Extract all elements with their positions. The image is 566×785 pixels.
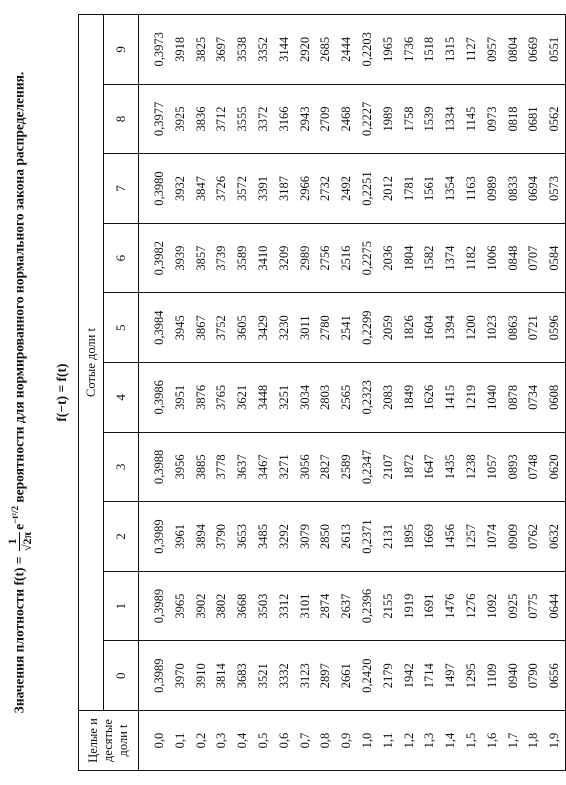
value-column — [139, 641, 566, 711]
value-column — [139, 293, 566, 363]
table-cell: 0,3989 — [152, 588, 166, 624]
table-cell: 3825 — [193, 36, 208, 62]
density-table — [78, 14, 566, 771]
table-cell: 3857 — [193, 245, 208, 271]
column-header: 1 — [104, 571, 139, 641]
value-column — [139, 223, 566, 293]
table-cell: 0694 — [526, 176, 541, 202]
row-label: 0,0 — [152, 732, 166, 749]
table-cell: 0,3988 — [152, 449, 166, 485]
value-column — [139, 15, 566, 85]
title-prefix: Значения плотности — [11, 588, 27, 714]
table-cell: 0,3989 — [152, 658, 166, 693]
row-label: 0,1 — [172, 732, 187, 749]
table-cell: 1200 — [463, 315, 478, 341]
table-cell: 2732 — [318, 176, 333, 202]
table-cell: 3589 — [235, 245, 250, 271]
table-cell: 1669 — [422, 524, 437, 550]
table-cell: 1182 — [463, 245, 478, 271]
table-cell: 3894 — [193, 524, 208, 550]
table-cell: 0,3989 — [152, 519, 166, 554]
table-cell: 0,3986 — [152, 380, 166, 415]
table-cell: 1582 — [422, 245, 437, 271]
table-cell: 3637 — [235, 454, 250, 480]
table-body-row — [139, 15, 566, 771]
table-cell: 0681 — [526, 106, 541, 132]
stub-header — [79, 711, 139, 771]
symmetry-formula: f(−t) = f(t) — [54, 363, 69, 422]
row-label: 1,0 — [359, 732, 374, 749]
table-cell: 1040 — [484, 384, 499, 410]
table-cell: 0,2227 — [359, 101, 374, 137]
value-column — [139, 502, 566, 572]
table-cell: 3814 — [214, 663, 229, 689]
table-cell: 0669 — [526, 36, 541, 62]
column-header: 5 — [104, 293, 139, 363]
table-cell: 0893 — [505, 454, 520, 480]
column-header: 7 — [104, 154, 139, 224]
table-cell: 2468 — [339, 106, 354, 132]
table-cell: 2179 — [380, 663, 395, 689]
table-cell: 2850 — [318, 524, 333, 550]
table-cell: 2943 — [297, 106, 312, 132]
table-cell: 1092 — [484, 593, 499, 619]
table-cell: 2613 — [339, 524, 354, 550]
table-cell: 3209 — [276, 245, 291, 271]
table-cell: 1942 — [401, 663, 416, 689]
table-cell: 1691 — [422, 593, 437, 619]
table-cell: 3790 — [214, 524, 229, 550]
row-label: 1,7 — [505, 732, 520, 749]
row-label: 0,3 — [214, 732, 229, 749]
title-fx: f(t) = — [11, 556, 27, 586]
table-cell: 1315 — [443, 36, 458, 62]
table-cell: 2966 — [297, 176, 312, 202]
row-label: 0,4 — [235, 732, 250, 749]
row-label: 1,6 — [484, 732, 499, 749]
table-cell: 3726 — [214, 176, 229, 202]
table-cell: 1415 — [443, 384, 458, 410]
table-cell: 3765 — [214, 384, 229, 410]
table-cell: 1518 — [422, 36, 437, 62]
table-cell: 3144 — [276, 36, 291, 62]
table-cell: 0957 — [484, 36, 499, 62]
row-label: 0,7 — [297, 732, 312, 749]
table-cell: 3187 — [276, 176, 291, 202]
table-cell: 1374 — [443, 245, 458, 271]
table-cell: 2780 — [318, 315, 333, 341]
table-cell: 0863 — [505, 315, 520, 341]
row-label: 1,3 — [422, 732, 437, 749]
table-cell: 3653 — [235, 524, 250, 550]
table-cell: 0848 — [505, 245, 520, 271]
table-cell: 1804 — [401, 245, 416, 271]
table-cell: 2492 — [339, 176, 354, 202]
table-cell: 3372 — [255, 106, 270, 132]
table-cell: 3429 — [255, 315, 270, 341]
table-cell: 1497 — [443, 663, 458, 689]
table-cell: 1989 — [380, 106, 395, 132]
table-cell: 0,3982 — [152, 240, 166, 276]
stub-column — [139, 711, 566, 771]
value-column — [139, 432, 566, 502]
table-cell: 0818 — [505, 106, 520, 132]
column-header: 6 — [104, 223, 139, 293]
column-header: 2 — [104, 502, 139, 572]
table-cell: 1219 — [463, 384, 478, 410]
table-cell: 0620 — [547, 454, 562, 480]
table-cell: 1736 — [401, 36, 416, 62]
table-cell: 3965 — [172, 593, 187, 619]
table-cell: 0707 — [526, 245, 541, 271]
table-cell: 2155 — [380, 593, 395, 619]
table-cell: 0,2299 — [359, 310, 374, 345]
table-cell: 0,3984 — [152, 310, 166, 345]
stub-header-line: доли t — [116, 724, 130, 757]
table-cell: 2709 — [318, 106, 333, 132]
fraction-denominator: √2π — [20, 531, 35, 552]
table-cell: 0775 — [526, 593, 541, 619]
table-cell: 3521 — [255, 663, 270, 689]
table-cell: 1476 — [443, 593, 458, 619]
table-cell: 2920 — [297, 36, 312, 62]
table-cell: 1919 — [401, 593, 416, 619]
table-cell: 2012 — [380, 176, 395, 202]
table-cell: 3555 — [235, 106, 250, 132]
column-header: 3 — [104, 432, 139, 502]
table-cell: 2589 — [339, 454, 354, 480]
table-cell: 1826 — [401, 315, 416, 341]
table-cell: 0,2347 — [359, 449, 374, 485]
table-cell: 2874 — [318, 593, 333, 619]
table-cell: 0,2420 — [359, 658, 374, 693]
table-cell: 1163 — [463, 176, 478, 201]
table-cell: 1109 — [484, 663, 499, 688]
fraction-numerator: 1 — [6, 532, 20, 551]
table-cell: 1435 — [443, 454, 458, 480]
table-cell: 1781 — [401, 176, 416, 202]
table-cell: 3802 — [214, 593, 229, 619]
table-cell: 3939 — [172, 245, 187, 271]
table-cell: 3836 — [193, 106, 208, 132]
title-suffix: вероятности для нормированного нормального закона распределения. — [11, 71, 27, 503]
table-cell: 0989 — [484, 176, 499, 202]
table-cell: 3910 — [193, 663, 208, 689]
table-cell: 3876 — [193, 384, 208, 410]
table-cell: 0,2251 — [359, 171, 374, 206]
table-cell: 0878 — [505, 384, 520, 410]
table-cell: 3332 — [276, 663, 291, 689]
table-cell: 3621 — [235, 384, 250, 410]
value-column — [139, 84, 566, 154]
table-cell: 3538 — [235, 36, 250, 62]
table-cell: 1849 — [401, 384, 416, 410]
table-cell: 1895 — [401, 524, 416, 550]
table-cell: 2637 — [339, 593, 354, 619]
column-header-row — [104, 15, 139, 771]
table-cell: 0721 — [526, 315, 541, 341]
table-cell: 3079 — [297, 524, 312, 550]
stub-header-line: Целые и — [86, 718, 100, 763]
table-cell: 1394 — [443, 315, 458, 341]
table-cell: 1714 — [422, 663, 437, 689]
value-column — [139, 571, 566, 641]
table-cell: 2827 — [318, 454, 333, 480]
table-cell: 3712 — [214, 106, 229, 132]
table-cell: 0596 — [547, 315, 562, 341]
table-cell: 1276 — [463, 593, 478, 619]
table-cell: 3925 — [172, 106, 187, 132]
table-cell: 3485 — [255, 524, 270, 550]
row-label: 0,2 — [193, 732, 208, 749]
table-cell: 0734 — [526, 384, 541, 410]
table-cell: 1354 — [443, 176, 458, 202]
row-label: 1,1 — [380, 732, 395, 749]
table-cell: 3230 — [276, 315, 291, 341]
table-cell: 3932 — [172, 176, 187, 202]
table-cell: 0584 — [547, 245, 562, 271]
table-cell: 0573 — [547, 176, 562, 202]
table-cell: 3918 — [172, 36, 187, 62]
stub-header-line: десятые — [101, 719, 115, 762]
table-cell: 0804 — [505, 36, 520, 62]
table-cell: 3011 — [297, 315, 312, 341]
row-label: 0,8 — [318, 732, 333, 749]
table-cell: 1257 — [463, 524, 478, 550]
table-cell: 1295 — [463, 663, 478, 689]
table-cell: 1626 — [422, 384, 437, 410]
value-column — [139, 363, 566, 433]
table-cell: 1539 — [422, 106, 437, 132]
table-cell: 3885 — [193, 454, 208, 480]
row-label: 1,5 — [463, 732, 478, 749]
table-cell: 3739 — [214, 245, 229, 271]
table-cell: 2756 — [318, 245, 333, 271]
table-cell: 3503 — [255, 593, 270, 619]
row-label: 0,5 — [255, 732, 270, 749]
table-cell: 3683 — [235, 663, 250, 689]
exp-base: e — [11, 523, 27, 530]
table-cell: 0,3980 — [152, 171, 166, 206]
table-cell: 3410 — [255, 245, 270, 271]
table-cell: 2083 — [380, 384, 395, 410]
table-cell: 1456 — [443, 524, 458, 550]
table-cell: 0,2396 — [359, 588, 374, 624]
table-cell: 2107 — [380, 454, 395, 480]
table-cell: 1561 — [422, 176, 437, 202]
table-cell: 0,2203 — [359, 32, 374, 67]
table-cell: 3752 — [214, 315, 229, 341]
table-cell: 2444 — [339, 36, 354, 62]
table-cell: 1334 — [443, 106, 458, 132]
table-cell: 0925 — [505, 593, 520, 619]
table-cell: 2516 — [339, 245, 354, 271]
table-cell: 3251 — [276, 384, 291, 410]
table-cell: 0790 — [526, 663, 541, 689]
page-title — [6, 14, 34, 771]
table-cell: 0644 — [547, 593, 562, 619]
table-cell: 3034 — [297, 384, 312, 410]
table-cell: 0632 — [547, 524, 562, 550]
table-cell: 1074 — [484, 524, 499, 550]
table-cell: 3292 — [276, 524, 291, 550]
table-cell: 3056 — [297, 454, 312, 480]
table-cell: 3467 — [255, 454, 270, 480]
table-cell: 3961 — [172, 524, 187, 550]
table-cell: 1127 — [463, 37, 478, 62]
table-cell: 3605 — [235, 315, 250, 341]
table-cell: 2989 — [297, 245, 312, 271]
table-cell: 0973 — [484, 106, 499, 132]
table-cell: 0562 — [547, 106, 562, 132]
table-cell: 2059 — [380, 315, 395, 341]
table-cell: 3312 — [276, 593, 291, 619]
table-cell: 0656 — [547, 663, 562, 689]
table-cell: 0940 — [505, 663, 520, 689]
table-cell: 3448 — [255, 384, 270, 410]
table-cell: 0,2323 — [359, 380, 374, 415]
table-cell: 3970 — [172, 663, 187, 689]
table-cell: 1145 — [463, 106, 478, 132]
group-header: Сотые доли t — [79, 15, 104, 711]
table-cell: 3572 — [235, 176, 250, 202]
table-cell: 3847 — [193, 176, 208, 202]
table-cell: 0748 — [526, 454, 541, 480]
table-cell: 1023 — [484, 315, 499, 341]
row-label: 0,6 — [276, 732, 291, 749]
table-cell: 2897 — [318, 663, 333, 689]
table-cell: 1758 — [401, 106, 416, 132]
table-cell: 3778 — [214, 454, 229, 480]
table-cell: 3951 — [172, 384, 187, 410]
table-cell: 0,3977 — [152, 101, 166, 137]
table-cell: 0,3973 — [152, 32, 166, 67]
column-header: 8 — [104, 84, 139, 154]
formula-fraction — [6, 532, 34, 551]
table-cell: 0608 — [547, 384, 562, 410]
table-cell: 2036 — [380, 245, 395, 271]
table-cell: 3352 — [255, 36, 270, 62]
table-cell: 0,2275 — [359, 240, 374, 276]
table-cell: 0551 — [547, 36, 562, 62]
row-label: 1,2 — [401, 732, 416, 749]
table-cell: 2685 — [318, 36, 333, 62]
table-cell: 2541 — [339, 315, 354, 341]
row-label: 0,9 — [339, 732, 354, 749]
table-cell: 3867 — [193, 315, 208, 341]
table-cell: 3123 — [297, 663, 312, 689]
table-cell: 1006 — [484, 245, 499, 271]
table-cell: 2661 — [339, 663, 354, 689]
table-cell: 1647 — [422, 454, 437, 480]
table-cell: 2803 — [318, 384, 333, 410]
table-cell: 0762 — [526, 524, 541, 550]
exp-power: −t²/2 — [10, 506, 20, 524]
table-cell: 3956 — [172, 454, 187, 480]
table-cell: 1965 — [380, 36, 395, 62]
table-cell: 3902 — [193, 593, 208, 619]
table-cell: 3166 — [276, 106, 291, 132]
column-header: 0 — [104, 641, 139, 711]
table-cell: 3945 — [172, 315, 187, 341]
row-label: 1,4 — [443, 732, 458, 749]
table-cell: 1057 — [484, 454, 499, 480]
table-cell: 1238 — [463, 454, 478, 480]
table-cell: 3391 — [255, 176, 270, 202]
row-label: 1,9 — [547, 732, 562, 749]
value-column — [139, 154, 566, 224]
table-cell: 3101 — [297, 593, 312, 619]
column-header: 4 — [104, 363, 139, 433]
row-label: 1,8 — [526, 732, 541, 749]
table-cell: 3697 — [214, 36, 229, 62]
table-cell: 1604 — [422, 315, 437, 341]
table-cell: 1872 — [401, 454, 416, 480]
table-cell: 3668 — [235, 593, 250, 619]
table-cell: 0,2371 — [359, 519, 374, 554]
table-cell: 0833 — [505, 176, 520, 202]
table-cell: 2131 — [380, 524, 395, 550]
table-cell: 0909 — [505, 524, 520, 550]
column-header: 9 — [104, 15, 139, 85]
table-cell: 2565 — [339, 384, 354, 410]
table-cell: 3271 — [276, 454, 291, 480]
